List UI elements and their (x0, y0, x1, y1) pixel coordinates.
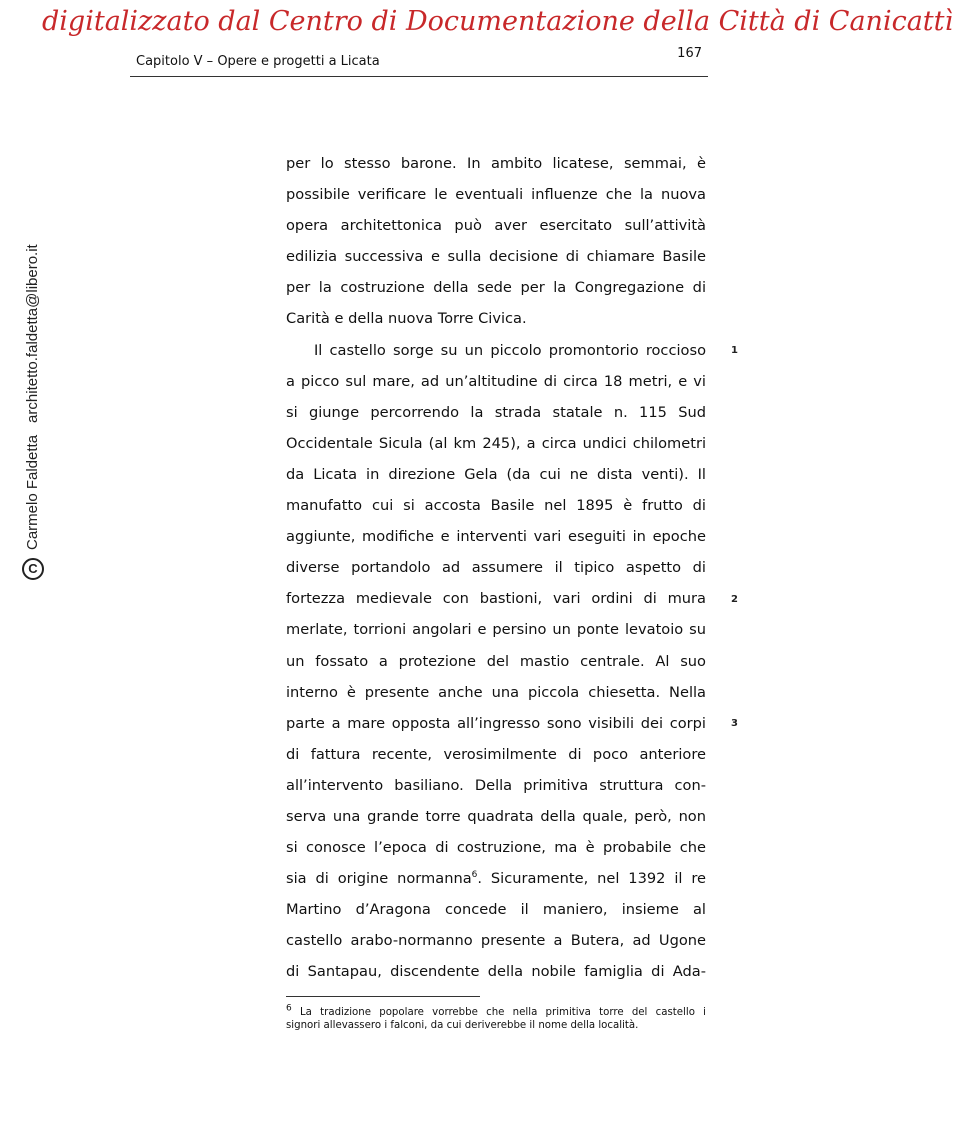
text-line: di Santapau, discendente della nobile famiglia di Ada- (286, 963, 706, 981)
margin-note-number: 1 (731, 345, 738, 356)
text-line: serva una grande torre quadrata della quale, però, non (286, 807, 706, 825)
text-line: manufatto cui si accosta Basile nel 1895 è frutto di (286, 497, 706, 515)
text-line: opera architettonica può aver esercitato sull’attività (286, 217, 706, 235)
footnote (286, 1003, 706, 1032)
footnote-separator (286, 996, 480, 997)
text-line: Martino d’Aragona concede il maniero, insieme al (286, 901, 706, 919)
text-line: diverse portandolo ad assumere il tipico aspetto di (286, 559, 706, 577)
text-fragment: . Sicuramente, nel 1392 il re (477, 870, 707, 888)
copyright-icon: C (22, 558, 44, 580)
text-line: fortezza medievale con bastioni, vari ordini di mura (286, 590, 706, 608)
author-name: Carmelo Faldetta (23, 434, 41, 550)
text-line: a picco sul mare, ad un’altitudine di circa 18 metri, e vi (286, 372, 706, 390)
running-header (130, 46, 708, 77)
margin-note-number: 3 (731, 718, 738, 729)
text-line: Il castello sorge su un piccolo promontorio roccioso (314, 341, 706, 359)
page-number: 167 (677, 46, 702, 61)
text-line: all’intervento basiliano. Della primitiva struttura con- (286, 776, 706, 794)
text-line: si giunge percorrendo la strada statale n. 115 Sud (286, 403, 706, 421)
text-line: merlate, torrioni angolari e persino un ponte levatoio su (286, 621, 706, 639)
author-sidebar (22, 244, 44, 580)
footnote-text: La tradizione popolare vorrebbe che nella primitiva torre del castello i (299, 1007, 706, 1018)
footnote-marker: 6 (286, 1003, 292, 1014)
text-line: aggiunte, modifiche e interventi vari eseguiti in epoche (286, 528, 706, 546)
chapter-title: Capitolo V – Opere e progetti a Licata (136, 54, 380, 69)
footnote-reference[interactable]: 6 (471, 870, 478, 881)
text-line: di fattura recente, verosimilmente di poco anteriore (286, 745, 706, 763)
text-line-with-footnote (286, 863, 706, 894)
text-line: Occidentale Sicula (al km 245), a circa undici chilometri (286, 434, 706, 452)
footnote-line: signori allevassero i falconi, da cui deriverebbe il nome della località. (286, 1020, 639, 1031)
footnote-line (286, 1003, 706, 1019)
text-line: Carità e della nuova Torre Civica. (286, 310, 527, 328)
margin-note-number: 2 (731, 594, 738, 605)
text-line: un fossato a protezione del mastio centrale. Al suo (286, 652, 706, 670)
text-line: parte a mare opposta all’ingresso sono visibili dei corpi (286, 714, 706, 732)
text-line: per lo stesso barone. In ambito licatese, semmai, è (286, 155, 706, 172)
text-line: edilizia successiva e sulla decisione di chiamare Basile (286, 248, 706, 266)
text-line: possibile verificare le eventuali influenze che la nuova (286, 186, 706, 204)
text-line: da Licata in direzione Gela (da cui ne dista venti). Il (286, 465, 706, 483)
text-line: castello arabo-normanno presente a Butera, ad Ugone (286, 932, 706, 950)
body-text (286, 148, 706, 988)
watermark-text: digitalizzato dal Centro di Documentazione della Città di Canicattì (42, 6, 953, 37)
text-line: si conosce l’epoca di costruzione, ma è probabile che (286, 839, 706, 857)
text-line: per la costruzione della sede per la Congregazione di (286, 279, 706, 297)
text-line: interno è presente anche una piccola chiesetta. Nella (286, 683, 706, 701)
text-fragment: sia di origine normanna (286, 870, 472, 888)
author-email: architetto.faldetta@libero.it (23, 244, 41, 423)
